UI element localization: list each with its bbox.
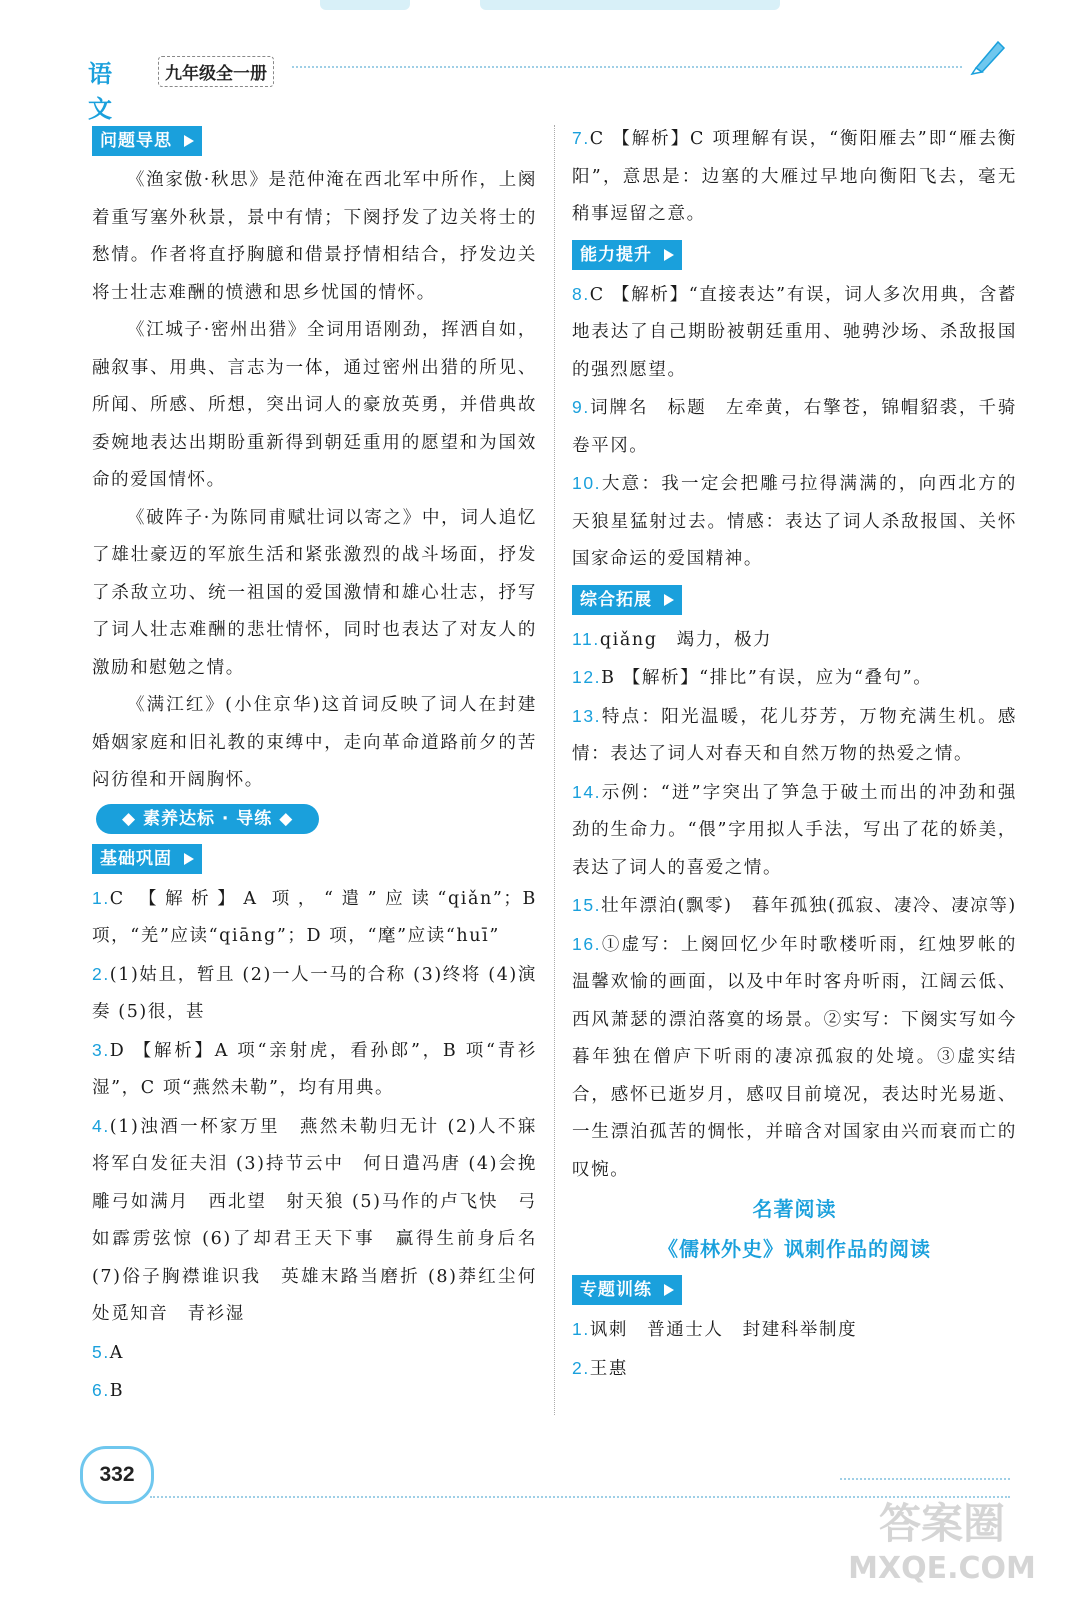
answer-text: 壮年漂泊(飘零) 暮年孤独(孤寂、凄冷、凄凉等): [601, 896, 1017, 916]
footer-dotted-line-short: [840, 1478, 1010, 1480]
answer-text: B 【解析】“排比”有误，应为“叠句”。: [601, 668, 933, 688]
paragraph-3: 《破阵子·为陈同甫赋壮词以寄之》中，词人追忆了雄壮豪迈的军旅生活和紧张激烈的战斗场面，抒发了杀敌立功、统一祖国的爱国激情和雄心壮志，抒写了词人壮志难酬的悲壮情怀，同时也表达了对友人的激励和慰勉之情。: [92, 507, 537, 678]
watermark-logo: [822, 1490, 1062, 1590]
paragraph-4: 《满江红》(小住京华)这首词反映了词人在封建婚姻家庭和旧礼教的束缚中，走向革命道路前夕的苦闷彷徨和开阔胸怀。: [92, 695, 537, 790]
answer-text: A: [109, 1342, 125, 1363]
answer-number: 6.: [92, 1380, 110, 1400]
banner-suyang: ◆ 素养达标 · 导练 ◆: [96, 804, 319, 834]
paragraph-1: 《渔家傲·秋思》是范仲淹在西北军中所作，上阕着重写塞外秋景，景中有情；下阕抒发了边关将士的愁情。作者将直抒胸臆和借景抒情相结合，抒发边关将士壮志难酬的愤懑和思乡忧国的情怀。: [92, 170, 537, 303]
section-tag-nengli: 能力提升: [572, 240, 682, 270]
answer-text: 讽刺 普通士人 封建科举制度: [589, 1320, 858, 1340]
answer-16: [572, 926, 1017, 1190]
answer-text: D 【解析】A 项“亲射虎，看孙郎”，B 项“青衫湿”，C 项“燕然未勒”，均有用典。: [92, 1040, 537, 1098]
answer-12: [572, 659, 1017, 698]
right-column: [572, 120, 1017, 1388]
answer-3: [92, 1032, 537, 1108]
subject-label: 语文: [88, 60, 114, 123]
topic-answer-2: [572, 1350, 1017, 1389]
section-title-rulin: 《儒林外史》讽刺作品的阅读: [658, 1237, 931, 1261]
section-tag-jichu: 基础巩固: [92, 844, 202, 874]
top-decoration-left: [320, 0, 410, 10]
answer-9: [572, 389, 1017, 465]
section-tag-zhuanti: 专题训练: [572, 1275, 682, 1305]
answer-text: C 【解析】A 项，“遣”应读“qiǎn”；B 项，“羌”应读“qiāng”；D 项，“麾”应读“huī”: [92, 888, 537, 946]
answer-number: 10.: [572, 473, 602, 493]
section-tag-zonghe: 综合拓展: [572, 585, 682, 615]
answer-number: 1.: [572, 1319, 590, 1339]
answer-text: 王惠: [589, 1358, 628, 1379]
answer-text: (1)浊酒一杯家万里 燕然未勒归无计 (2)人不寐 将军白发征夫泪 (3)持节云中 何日遣冯唐 (4)会挽雕弓如满月 西北望 射天狼 (5)马作的卢飞快 弓如霹雳弦惊 (6)了却君王天下事 赢得生前身后名 (7)俗子胸襟谁识我 英雄末路当磨折 (8)莽红尘何处觅知音 青衫湿: [92, 1116, 557, 1324]
topic-answer-1: [572, 1311, 1017, 1350]
section-tag-wenti: 问题导思: [92, 126, 202, 156]
left-column: [92, 120, 557, 1411]
answer-8: [572, 276, 1017, 390]
answer-4: [92, 1108, 557, 1334]
answer-text: 大意：我一定会把雕弓拉得满满的，向西北方的天狼星猛射过去。情感：表达了词人杀敌报国、关怀国家命运的爱国精神。: [572, 474, 1017, 569]
answer-text: qiǎng 竭力，极力: [599, 629, 773, 650]
grade-label: 九年级全一册: [158, 56, 274, 87]
answer-number: 12.: [572, 667, 602, 687]
answer-10: [572, 465, 1017, 579]
answer-number: 11.: [572, 628, 600, 649]
answer-15: [572, 887, 1017, 926]
pen-icon: [968, 36, 1008, 76]
answer-number: 15.: [572, 895, 602, 915]
watermark-line-1: 答案圈: [878, 1499, 1006, 1548]
answer-2: [92, 956, 537, 1032]
answer-number: 7.: [572, 128, 590, 148]
answer-text: C 【解析】C 项理解有误，“衡阳雁去”即“雁去衡阳”，意思是：边塞的大雁过早地向衡阳飞去，毫无稍事逗留之意。: [572, 129, 1017, 224]
answer-number: 1.: [92, 887, 110, 908]
answer-1: [92, 880, 537, 956]
column-divider: [554, 125, 555, 1415]
answer-14: [572, 774, 1017, 888]
answer-number: 9.: [572, 397, 590, 417]
answer-number: 13.: [572, 705, 602, 726]
answer-text: 示例：“迸”字突出了笋急于破土而出的冲劲和强劲的生命力。“偎”字用拟人手法，写出了花的娇美，表达了词人的喜爱之情。: [572, 782, 1017, 878]
header-dotted-line: [292, 66, 962, 68]
answer-5: [92, 1334, 537, 1373]
answer-number: 8.: [572, 283, 590, 304]
answer-number: 16.: [572, 933, 602, 954]
page-number: 332: [80, 1446, 154, 1504]
top-decoration-right: [480, 0, 780, 10]
answer-text: ①虚写：上阕回忆少年时歌楼听雨，红烛罗帐的温馨欢愉的画面，以及中年时客舟听雨，江阔云低、西风萧瑟的漂泊落寞的场景。②实写：下阕实写如今暮年独在僧庐下听雨的凄凉孤寂的处境。③虚实结合，感怀已逝岁月，感叹目前境况，表达时光易逝、一生漂泊孤苦的惆怅，并暗含对国家由兴而衰而亡的叹惋。: [572, 934, 1017, 1180]
answer-text: 词牌名 标题 左牵黄，右擎苍，锦帽貂裘，千骑卷平冈。: [572, 398, 1017, 456]
section-title-mingzhu: 名著阅读: [752, 1197, 837, 1221]
answer-7: [572, 120, 1017, 234]
paragraph-2: 《江城子·密州出猎》全词用语刚劲，挥洒自如，融叙事、用典、言志为一体，通过密州出猎的所见、所闻、所感、所想，突出词人的豪放英勇，并借典故委婉地表达出期盼重新得到朝廷重用的愿望和为国效命的爱国情怀。: [92, 320, 537, 490]
answer-number: 4.: [92, 1115, 110, 1136]
watermark-line-2: MXQE.COM: [848, 1551, 1036, 1586]
answer-text: 特点：阳光温暖，花儿芬芳，万物充满生机。感情：表达了词人对春天和自然万物的热爱之情。: [572, 706, 1017, 764]
answer-text: C 【解析】“直接表达”有误，词人多次用典，含蓄地表达了自己期盼被朝廷重用、驰骋沙场、杀敌报国的强烈愿望。: [572, 284, 1017, 380]
answer-11: [572, 621, 1017, 660]
answer-number: 2.: [92, 963, 110, 984]
answer-text: B: [109, 1381, 125, 1401]
answer-6: [92, 1372, 537, 1411]
answer-number: 2.: [572, 1357, 590, 1378]
answer-13: [572, 698, 1017, 774]
answer-number: 14.: [572, 781, 602, 802]
answer-number: 5.: [92, 1341, 110, 1362]
answer-text: (1)姑且，暂且 (2)一人一马的合称 (3)终将 (4)演奏 (5)很，甚: [92, 964, 537, 1022]
answer-number: 3.: [92, 1039, 110, 1060]
